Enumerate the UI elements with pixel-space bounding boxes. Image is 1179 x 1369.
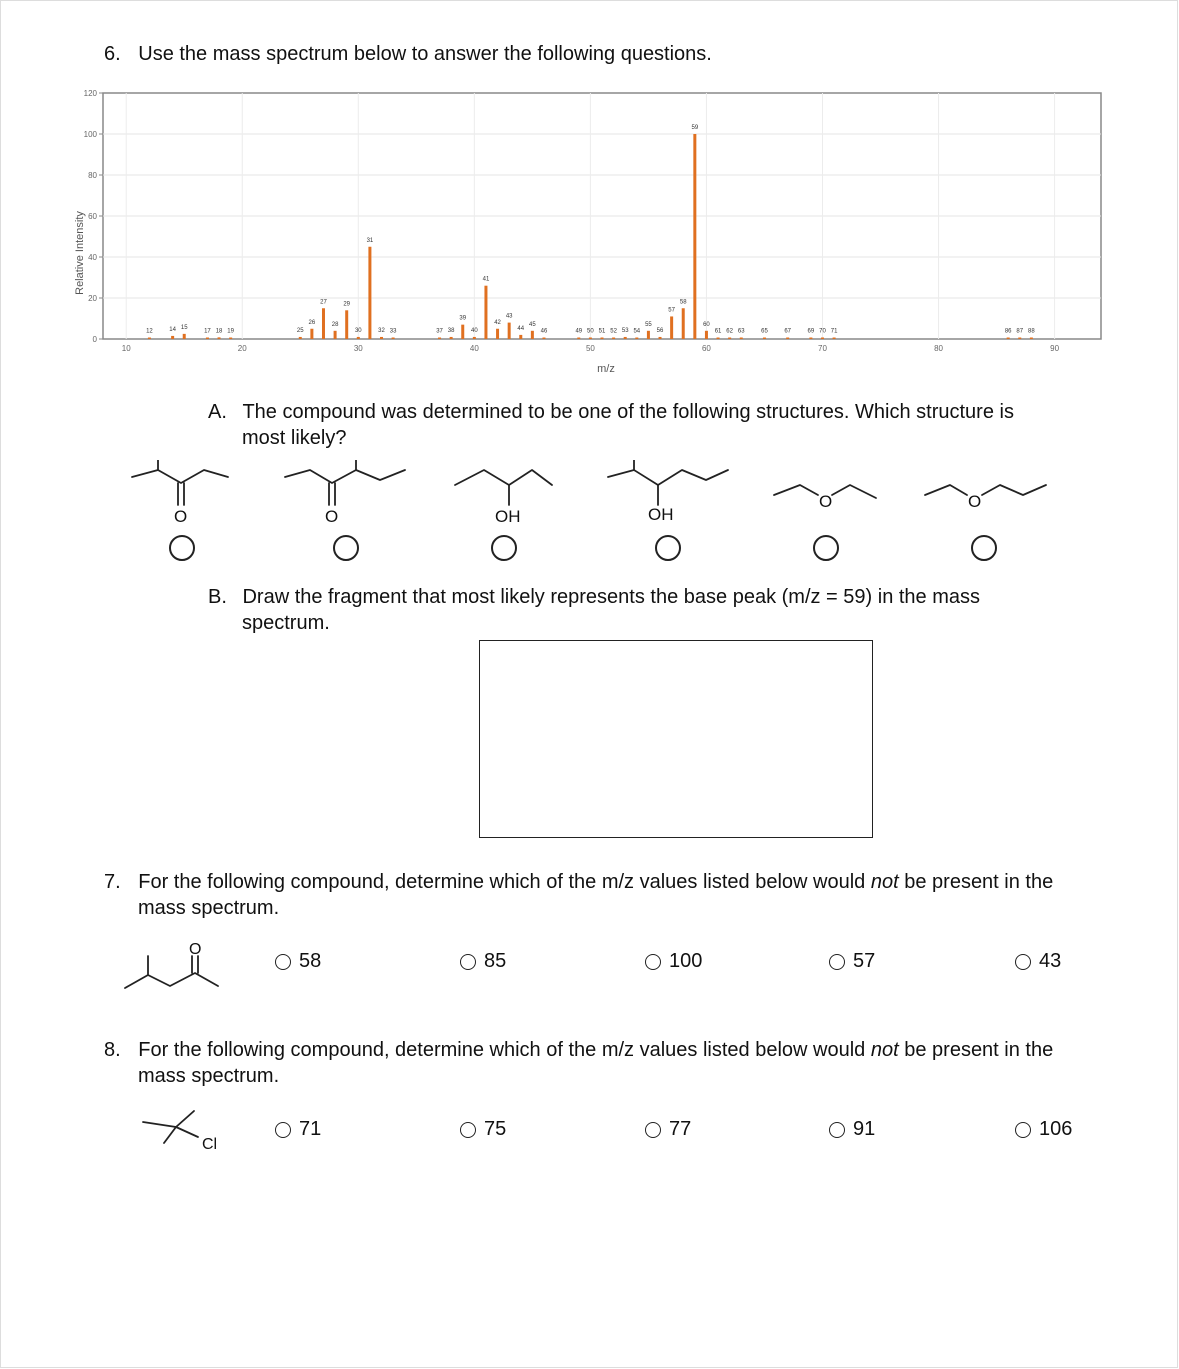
q8-radio-1[interactable] xyxy=(275,1122,291,1138)
peak-label-49: 49 xyxy=(575,328,583,335)
peak-label-40: 40 xyxy=(471,327,478,334)
peak-bar-27 xyxy=(322,308,325,339)
peak-label-56: 56 xyxy=(656,327,664,334)
peak-bar-32 xyxy=(380,337,383,339)
q8-line2: mass spectrum. xyxy=(138,1065,280,1087)
peak-label-60: 60 xyxy=(703,321,710,328)
peak-bar-67 xyxy=(786,338,789,340)
atom-label-o2: O xyxy=(325,507,339,526)
q8-line1-b: be present in the xyxy=(898,1039,1054,1061)
x-axis-label: m/z xyxy=(597,363,615,375)
q8-option-3[interactable] xyxy=(645,1118,691,1141)
q7-compound xyxy=(120,938,230,994)
q8-radio-2[interactable] xyxy=(460,1122,476,1138)
peak-bar-44 xyxy=(519,335,522,339)
peak-bar-17 xyxy=(206,338,209,340)
q7-option-2[interactable] xyxy=(460,950,506,973)
peak-label-38: 38 xyxy=(447,327,455,334)
radio-structure-1[interactable] xyxy=(169,535,195,561)
peak-label-59: 59 xyxy=(691,125,699,131)
q8-emphasis: not xyxy=(870,1039,899,1061)
q8-option-4-label: 91 xyxy=(853,1118,876,1140)
q8-option-2[interactable] xyxy=(460,1118,506,1141)
peak-bar-28 xyxy=(334,331,337,339)
part-b-line2: spectrum. xyxy=(242,612,330,634)
q7-number: 7. xyxy=(104,871,121,893)
structure-ketone-2 xyxy=(285,460,405,505)
peak-bar-69 xyxy=(809,338,812,340)
peak-label-33: 33 xyxy=(389,328,397,335)
q8-text xyxy=(104,1037,1144,1089)
q8-radio-3[interactable] xyxy=(645,1122,661,1138)
peak-label-31: 31 xyxy=(366,237,374,244)
x-tick-label-80: 80 xyxy=(934,344,943,353)
part-a-line1: The compound was determined to be one of the following structures. Which structure is xyxy=(242,401,1014,423)
peak-bar-86 xyxy=(1007,338,1010,340)
peak-label-41: 41 xyxy=(482,276,490,283)
peak-label-19: 19 xyxy=(227,328,234,335)
peak-label-39: 39 xyxy=(459,315,467,322)
x-tick-label-20: 20 xyxy=(237,344,247,353)
q7-line2: mass spectrum. xyxy=(138,897,280,919)
peak-bar-18 xyxy=(218,337,221,339)
peak-bar-25 xyxy=(299,337,302,339)
q8-option-2-label: 75 xyxy=(484,1118,507,1140)
structure-alcohol-1 xyxy=(455,470,552,505)
peak-label-50: 50 xyxy=(587,328,594,335)
q8-option-4[interactable] xyxy=(829,1118,875,1141)
peak-label-37: 37 xyxy=(436,328,443,335)
q8-option-1-label: 71 xyxy=(299,1118,322,1140)
q6-structures xyxy=(120,460,1060,530)
part-b-letter: B. xyxy=(208,586,227,608)
part-b-line1: Draw the fragment that most likely represents the base peak (m/z = 59) in the mass xyxy=(242,586,981,608)
structure-alcohol-2 xyxy=(608,460,728,505)
q7-radio-5[interactable] xyxy=(1015,954,1031,970)
atom-label-oh1: OH xyxy=(495,507,521,526)
peak-bar-15 xyxy=(183,334,186,339)
x-tick-label-50: 50 xyxy=(585,344,595,353)
q7-option-5-label: 43 xyxy=(1039,950,1062,972)
peak-bar-60 xyxy=(705,331,708,339)
x-tick-label-60: 60 xyxy=(701,344,711,353)
q7-radio-3[interactable] xyxy=(645,954,661,970)
peak-label-52: 52 xyxy=(610,328,617,335)
atom-label-o1: O xyxy=(174,507,188,526)
q8-compound xyxy=(140,1105,230,1155)
atom-label-ether2: O xyxy=(968,492,982,511)
q7-line1-b: be present in the xyxy=(898,871,1054,893)
peak-label-42: 42 xyxy=(494,319,501,326)
q7-atom-o: O xyxy=(189,941,202,958)
x-tick-label-30: 30 xyxy=(353,344,363,353)
peak-label-53: 53 xyxy=(621,327,629,334)
q8-atom-cl: Cl xyxy=(202,1136,218,1153)
peak-label-12: 12 xyxy=(146,328,153,335)
peak-bar-49 xyxy=(577,338,580,340)
x-tick-label-90: 90 xyxy=(1050,344,1060,353)
peak-bar-54 xyxy=(635,338,638,340)
peak-label-57: 57 xyxy=(668,307,675,314)
structure-ketone-1 xyxy=(132,460,228,505)
peak-bar-37 xyxy=(438,338,441,340)
peak-bar-14 xyxy=(171,336,174,339)
peak-bar-88 xyxy=(1030,338,1033,340)
atom-label-oh2: OH xyxy=(648,505,674,524)
q7-emphasis: not xyxy=(870,871,899,893)
q7-option-3-label: 100 xyxy=(669,950,703,972)
peak-label-45: 45 xyxy=(529,321,536,328)
peak-bar-61 xyxy=(717,338,720,340)
radio-structure-2[interactable] xyxy=(333,535,359,561)
peak-bar-43 xyxy=(508,323,511,339)
peak-bar-19 xyxy=(229,338,232,340)
peak-label-86: 86 xyxy=(1004,328,1012,335)
y-tick-label-80: 80 xyxy=(88,171,97,180)
peak-label-46: 46 xyxy=(540,328,548,335)
structure-ether-2 xyxy=(925,485,1046,495)
fragment-drawing-box[interactable] xyxy=(479,640,873,838)
y-tick-label-40: 40 xyxy=(88,253,97,262)
peak-label-51: 51 xyxy=(598,328,606,335)
peak-label-62: 62 xyxy=(726,328,733,335)
peak-bar-55 xyxy=(647,331,650,339)
q7-text xyxy=(104,869,1144,921)
x-tick-label-70: 70 xyxy=(818,344,827,353)
q7-option-3[interactable] xyxy=(645,950,702,973)
peak-bar-26 xyxy=(310,329,313,339)
peak-label-43: 43 xyxy=(505,313,513,320)
peak-bar-39 xyxy=(461,325,464,339)
atom-label-ether1: O xyxy=(819,492,833,511)
peak-bar-59 xyxy=(693,134,696,339)
peak-bar-57 xyxy=(670,316,673,339)
q7-option-5[interactable] xyxy=(1015,950,1061,973)
y-tick-label-120: 120 xyxy=(83,89,97,98)
peak-label-26: 26 xyxy=(308,319,316,326)
q8-option-3-label: 77 xyxy=(669,1118,692,1140)
peak-bar-51 xyxy=(601,338,604,340)
mass-spectrum-chart xyxy=(70,85,1110,380)
q7-option-2-label: 85 xyxy=(484,950,507,972)
peak-label-63: 63 xyxy=(737,328,745,335)
peak-label-58: 58 xyxy=(679,299,687,306)
peak-label-87: 87 xyxy=(1016,328,1024,335)
peak-bar-45 xyxy=(531,331,534,339)
peak-label-65: 65 xyxy=(761,328,768,335)
q7-option-4[interactable] xyxy=(829,950,875,973)
peak-label-71: 71 xyxy=(830,328,838,335)
peak-label-25: 25 xyxy=(296,327,304,334)
peak-bar-12 xyxy=(148,338,151,340)
peak-label-69: 69 xyxy=(807,328,815,335)
peak-label-14: 14 xyxy=(169,326,176,333)
q6-number: 6. xyxy=(104,43,121,65)
q8-radio-4[interactable] xyxy=(829,1122,845,1138)
peak-bar-38 xyxy=(450,337,453,339)
radio-structure-3[interactable] xyxy=(491,535,517,561)
peak-bar-71 xyxy=(833,338,836,340)
q8-number: 8. xyxy=(104,1039,121,1061)
peak-bar-62 xyxy=(728,338,731,340)
q6-header xyxy=(104,43,712,66)
peak-bar-46 xyxy=(542,338,545,340)
x-tick-label-10: 10 xyxy=(121,344,131,353)
q6-part-b-text xyxy=(208,584,980,636)
q7-option-1-label: 58 xyxy=(299,950,322,972)
peak-bar-30 xyxy=(357,337,360,339)
peak-label-70: 70 xyxy=(819,328,826,335)
q7-radio-1[interactable] xyxy=(275,954,291,970)
q7-radio-4[interactable] xyxy=(829,954,845,970)
part-a-letter: A. xyxy=(208,401,227,423)
peak-bar-41 xyxy=(484,286,487,339)
peak-bar-63 xyxy=(740,338,743,340)
peak-bar-52 xyxy=(612,338,615,340)
peak-label-55: 55 xyxy=(645,321,652,328)
q8-option-5[interactable] xyxy=(1015,1118,1072,1141)
q8-radio-5[interactable] xyxy=(1015,1122,1031,1138)
y-axis-ticks xyxy=(84,89,103,344)
part-a-line2: most likely? xyxy=(242,427,347,449)
y-tick-label-100: 100 xyxy=(83,130,97,139)
peak-label-67: 67 xyxy=(784,328,792,335)
peak-label-27: 27 xyxy=(320,299,327,306)
peak-label-29: 29 xyxy=(343,301,351,308)
q7-line1-a: For the following compound, determine which of the m/z values listed below would xyxy=(138,871,871,893)
peak-label-15: 15 xyxy=(180,324,188,331)
y-tick-label-0: 0 xyxy=(92,335,97,344)
q8-option-1[interactable] xyxy=(275,1118,321,1141)
peak-label-61: 61 xyxy=(714,328,722,335)
peak-label-32: 32 xyxy=(378,327,385,334)
peak-bar-33 xyxy=(392,338,395,340)
q7-option-1[interactable] xyxy=(275,950,321,973)
q8-line1-a: For the following compound, determine which of the m/z values listed below would xyxy=(138,1039,871,1061)
peak-bar-56 xyxy=(659,337,662,339)
peak-label-18: 18 xyxy=(215,328,223,335)
peak-label-88: 88 xyxy=(1028,328,1035,335)
peak-bar-65 xyxy=(763,338,766,340)
peak-label-54: 54 xyxy=(633,328,641,335)
peak-bar-53 xyxy=(624,337,627,339)
peak-bar-58 xyxy=(682,308,685,339)
y-axis-label: Relative Intensity xyxy=(74,211,86,295)
chart-grid xyxy=(103,93,1101,339)
x-axis-ticks xyxy=(122,344,1060,353)
q8-option-5-label: 106 xyxy=(1039,1118,1073,1140)
q7-radio-2[interactable] xyxy=(460,954,476,970)
y-tick-label-20: 20 xyxy=(88,294,97,303)
peak-label-28: 28 xyxy=(331,321,339,328)
peak-bar-42 xyxy=(496,329,499,339)
peak-label-30: 30 xyxy=(354,327,362,334)
peak-bar-31 xyxy=(368,247,371,339)
peak-label-44: 44 xyxy=(517,325,525,332)
peak-bar-40 xyxy=(473,337,476,339)
peak-bar-29 xyxy=(345,310,348,339)
y-tick-label-60: 60 xyxy=(88,212,97,221)
x-tick-label-40: 40 xyxy=(469,344,479,353)
q7-option-4-label: 57 xyxy=(853,950,876,972)
q6-part-a-text xyxy=(208,399,1014,451)
peak-bar-70 xyxy=(821,338,824,340)
radio-structure-4[interactable] xyxy=(655,535,681,561)
q6-text: Use the mass spectrum below to answer the following questions. xyxy=(138,43,712,65)
peak-bar-87 xyxy=(1018,338,1021,340)
radio-structure-5[interactable] xyxy=(813,535,839,561)
peak-bar-50 xyxy=(589,338,592,340)
peak-label-17: 17 xyxy=(204,328,211,335)
radio-structure-6[interactable] xyxy=(971,535,997,561)
